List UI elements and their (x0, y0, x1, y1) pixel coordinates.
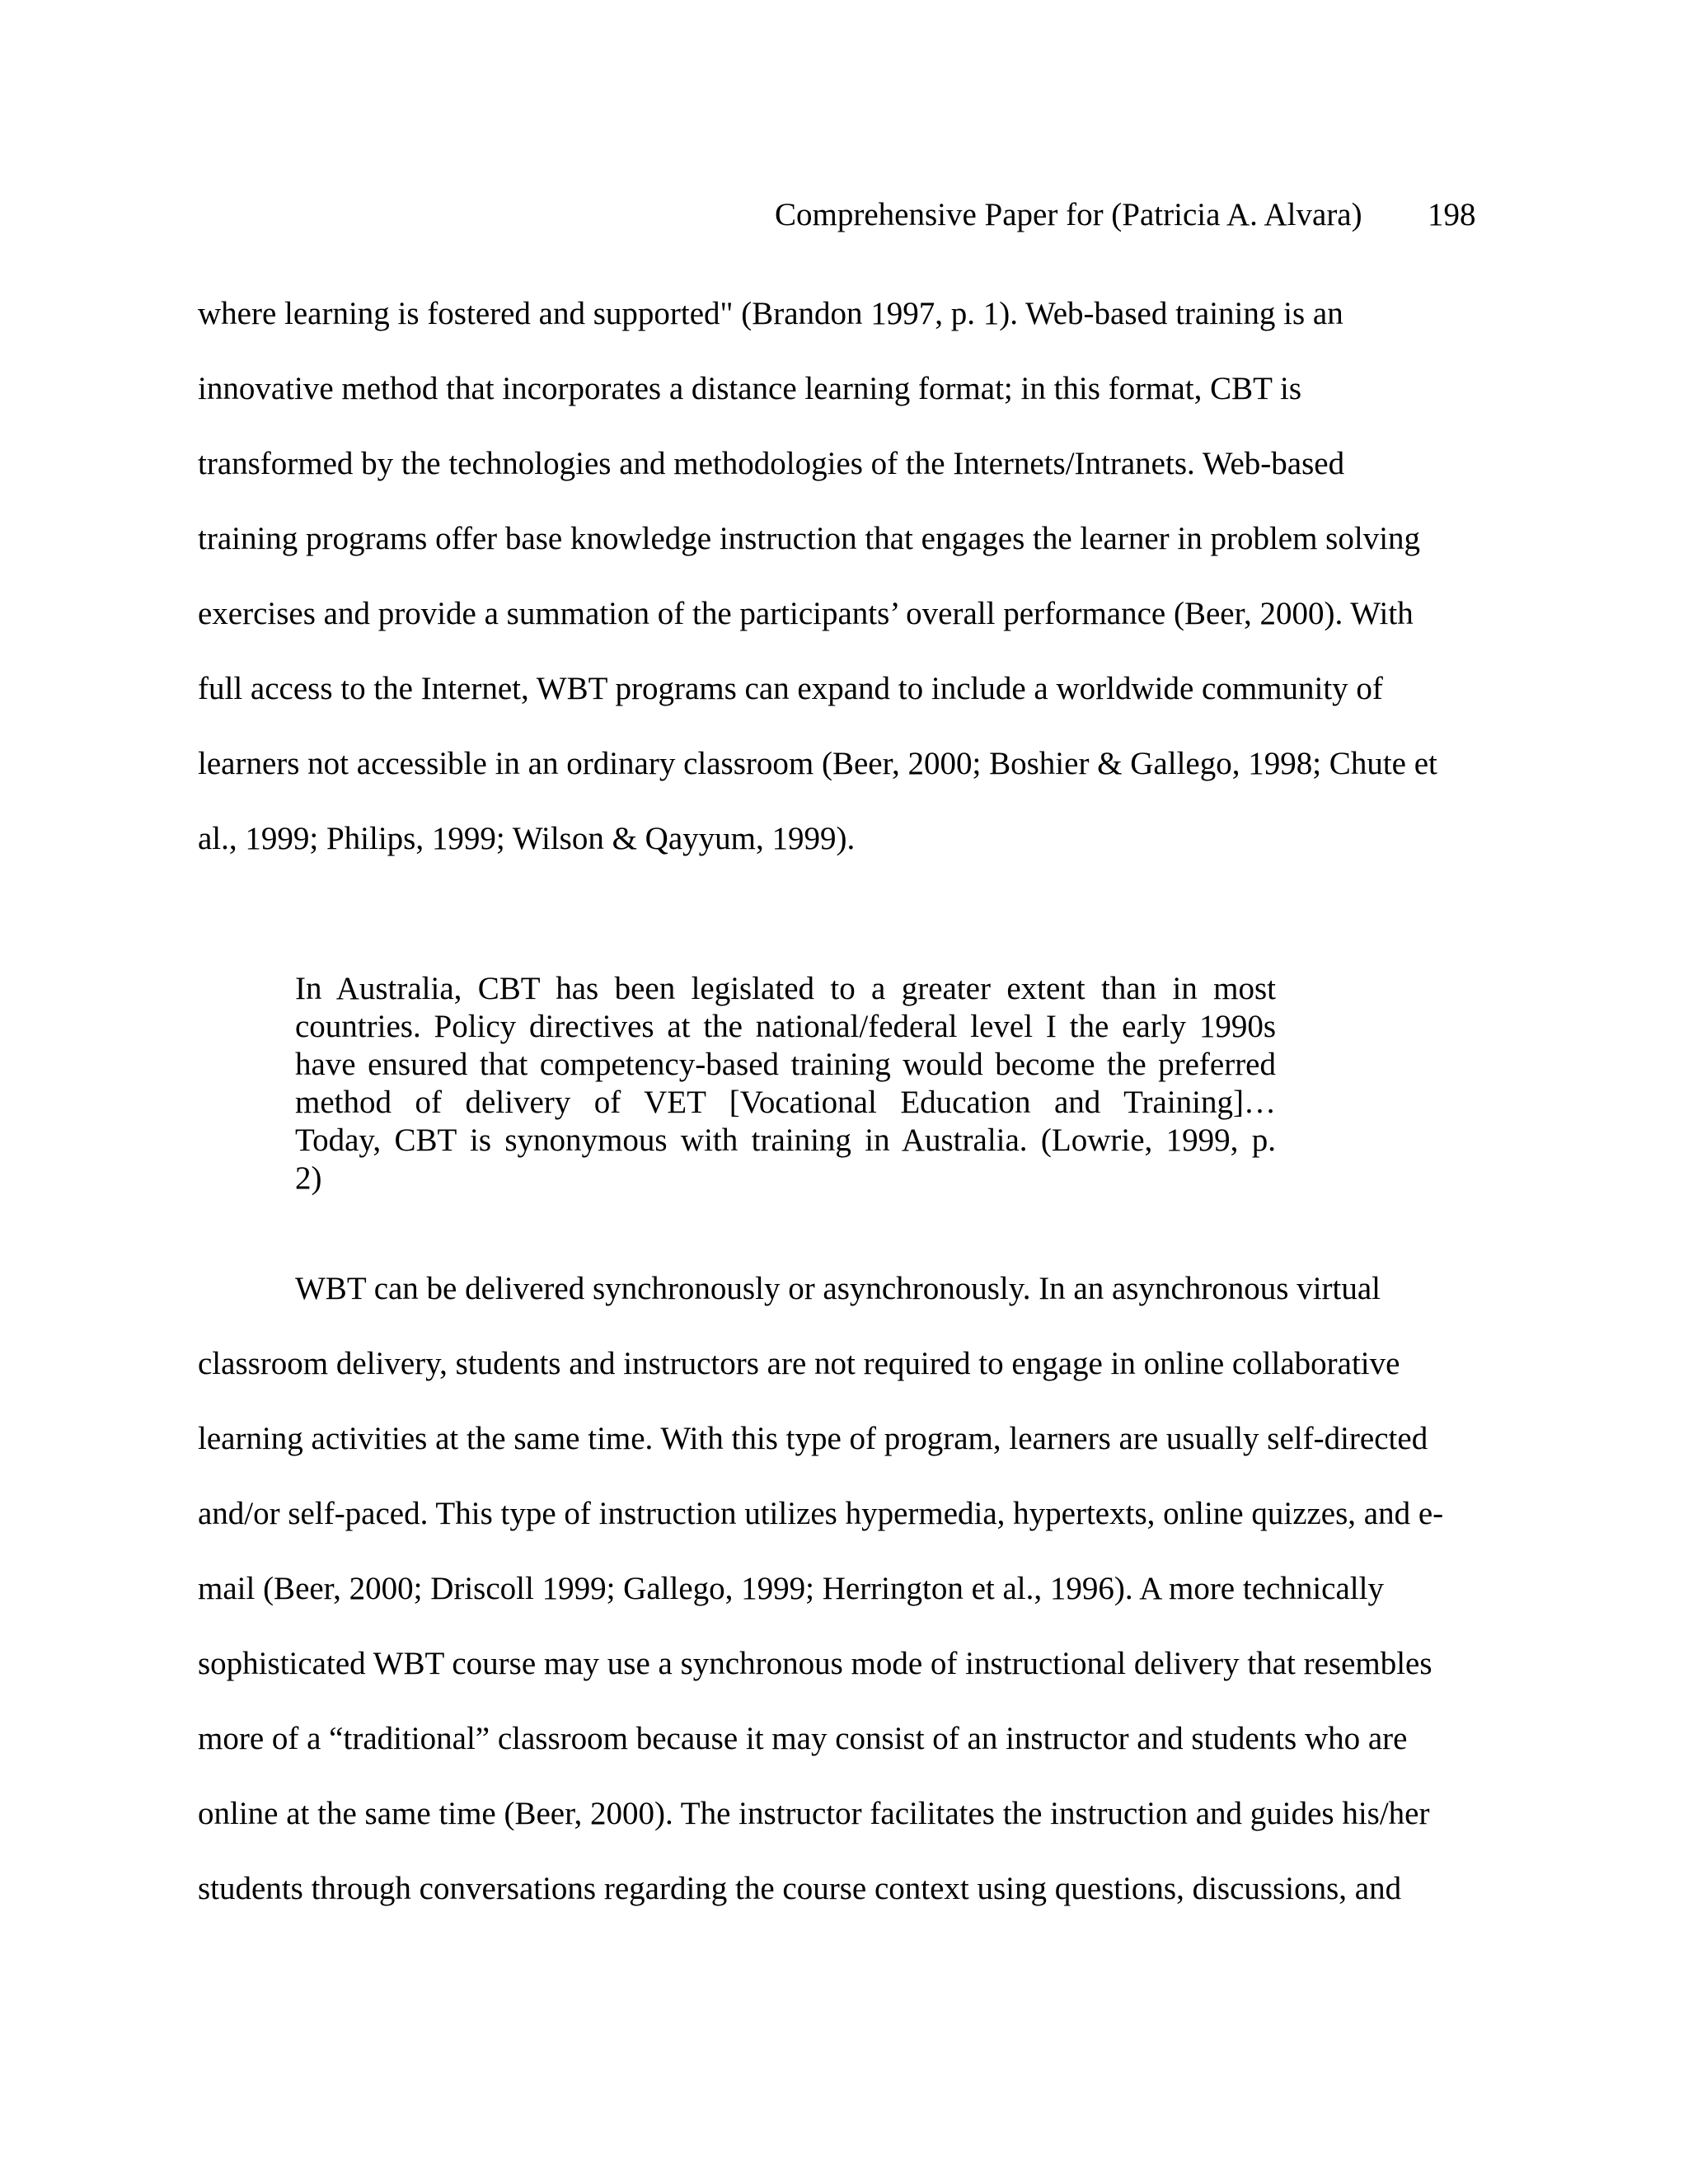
body-line: learners not accessible in an ordinary classroom (Beer, 2000; Boshier & Gallego, 1998; Chute et (198, 746, 1437, 781)
body-line: sophisticated WBT course may use a synchronous mode of instructional delivery that resembles (198, 1646, 1432, 1681)
quote-line: method of delivery of VET [Vocational Education and Training]… (295, 1085, 1276, 1120)
body-line: exercises and provide a summation of the participants’ overall performance (Beer, 2000). With (198, 596, 1414, 631)
body-line: transformed by the technologies and methodologies of the Internets/Intranets. Web-based (198, 446, 1345, 481)
quote-line: have ensured that competency-based training would become the preferred (295, 1047, 1276, 1082)
body-line: and/or self-paced. This type of instruction utilizes hypermedia, hypertexts, online quizzes, and e- (198, 1496, 1444, 1531)
body-line: more of a “traditional” classroom because it may consist of an instructor and students who are (198, 1721, 1408, 1756)
body-line: innovative method that incorporates a distance learning format; in this format, CBT is (198, 371, 1302, 406)
body-line: where learning is fostered and supported" (Brandon 1997, p. 1). Web-based training is an (198, 296, 1343, 331)
body-line: al., 1999; Philips, 1999; Wilson & Qayyum, 1999). (198, 821, 856, 856)
body-line: mail (Beer, 2000; Driscoll 1999; Gallego, 1999; Herrington et al., 1996). A more technically (198, 1571, 1384, 1606)
body-line: learning activities at the same time. With this type of program, learners are usually self-directed (198, 1421, 1428, 1456)
page-number: 198 (1428, 197, 1476, 232)
body-line: training programs offer base knowledge instruction that engages the learner in problem solving (198, 521, 1421, 556)
quote-line: In Australia, CBT has been legislated to a greater extent than in most (295, 971, 1276, 1006)
quote-line: countries. Policy directives at the national/federal level I the early 1990s (295, 1009, 1276, 1044)
body-line: WBT can be delivered synchronously or asynchronously. In an asynchronous virtual (295, 1271, 1381, 1306)
quote-line: Today, CBT is synonymous with training in Australia. (Lowrie, 1999, p. (295, 1122, 1276, 1158)
body-line: classroom delivery, students and instructors are not required to engage in online collaborative (198, 1346, 1400, 1381)
running-head: Comprehensive Paper for (Patricia A. Alvara) (775, 197, 1362, 232)
quote-line: 2) (295, 1160, 322, 1196)
body-line: students through conversations regarding the course context using questions, discussions, and (198, 1871, 1402, 1906)
body-line: full access to the Internet, WBT programs can expand to include a worldwide community of (198, 671, 1383, 706)
body-line: online at the same time (Beer, 2000). The instructor facilitates the instruction and guides his/her (198, 1796, 1430, 1831)
